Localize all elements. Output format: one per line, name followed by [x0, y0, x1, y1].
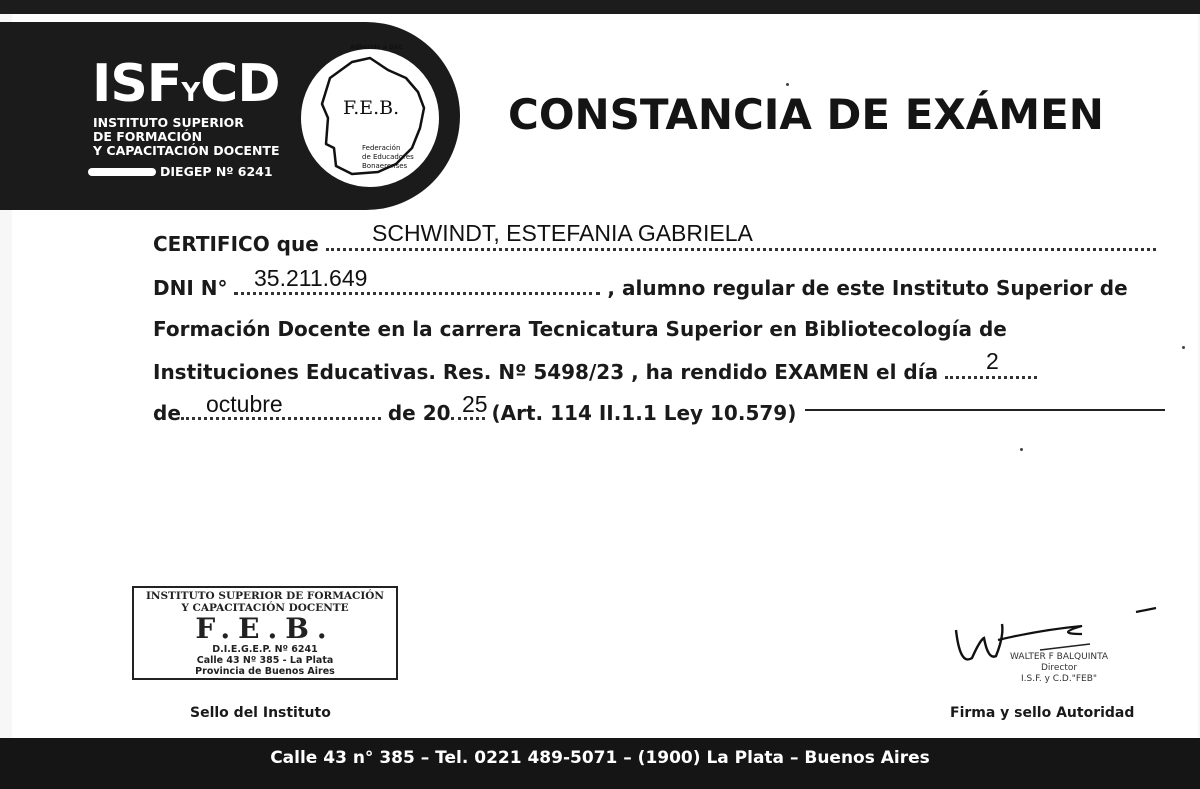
stamp-line-4: Calle 43 Nº 385 - La Plata [196, 655, 334, 666]
footer-address: Calle 43 n° 385 – Tel. 0221 489-5071 – (1900) La Plata – Buenos Aires [270, 748, 930, 768]
law-reference: (Art. 114 II.1.1 Ley 10.579) [491, 401, 797, 425]
dni-line-rest: , alumno regular de este Instituto Superior de [607, 276, 1128, 300]
authority-role: Director [1040, 663, 1078, 673]
de-label: de [153, 401, 181, 425]
exam-line-text: Instituciones Educativas. Res. Nº 5498/23 , ha rendido EXAMEN el día [153, 360, 939, 384]
closing-line [805, 409, 1165, 411]
feb-arc-text: Adherido a DAC [350, 44, 403, 51]
authority-stamp [1010, 652, 1108, 685]
diegep-bar [88, 168, 156, 176]
feb-logo-subtitle [362, 144, 414, 171]
logo-isf: ISF [92, 54, 182, 114]
logo-cd: CD [200, 54, 280, 114]
institute-line-3: Y CAPACITACIÓN DOCENTE [93, 143, 280, 158]
stamp-line-1: INSTITUTO SUPERIOR DE FORMACIÓN [145, 590, 385, 602]
exam-year: 25 [462, 391, 488, 417]
authority-name: WALTER F BALQUINTA [1010, 652, 1109, 662]
stamp-line-3: D.I.E.G.E.P. Nº 6241 [212, 644, 318, 655]
diegep-row [88, 164, 273, 179]
institute-line-2: DE FORMACIÓN [93, 129, 203, 144]
authority-signature-caption: Firma y sello Autoridad [950, 705, 1135, 721]
diegep-number: DIEGEP Nº 6241 [160, 164, 273, 179]
stamp-line-2: Y CAPACITACIÓN DOCENTE [181, 602, 349, 614]
institute-line-1: INSTITUTO SUPERIOR [93, 115, 244, 130]
stamp-line-5: Provincia de Buenos Aires [195, 666, 335, 677]
authority-institute: I.S.F. y C.D."FEB" [1021, 674, 1098, 684]
feb-sub-line-3: Bonaerenses [362, 162, 408, 170]
exam-month: octubre [206, 391, 283, 417]
certifico-label: CERTIFICO que [153, 232, 319, 256]
year-label: de 20 [387, 401, 451, 425]
logo-y: Y [181, 78, 201, 108]
scan-speck [1020, 448, 1023, 451]
institute-stamp [132, 586, 398, 680]
institute-seal-caption: Sello del Instituto [190, 705, 331, 721]
document-title: CONSTANCIA DE EXÁMEN [508, 90, 1104, 139]
stamp-feb: F.E.B. [195, 612, 335, 645]
career-line: Formación Docente en la carrera Tecnicatura Superior en Bibliotecología de [153, 317, 1007, 341]
dni-label: DNI N° [153, 276, 228, 300]
exam-day: 2 [986, 348, 999, 374]
dni-number: 35.211.649 [254, 265, 368, 291]
institute-name [93, 116, 280, 158]
scan-top-edge [0, 0, 1200, 14]
scan-speck [786, 83, 789, 86]
exam-line [153, 360, 1037, 384]
student-name: SCHWINDT, ESTEFANIA GABRIELA [372, 220, 753, 246]
scan-speck [1182, 346, 1185, 349]
feb-logo-letters: F.E.B. [343, 97, 400, 119]
isfycd-logo-text [92, 54, 280, 114]
feb-sub-line-2: de Educadores [362, 153, 414, 161]
feb-sub-line-1: Federación [362, 144, 401, 152]
